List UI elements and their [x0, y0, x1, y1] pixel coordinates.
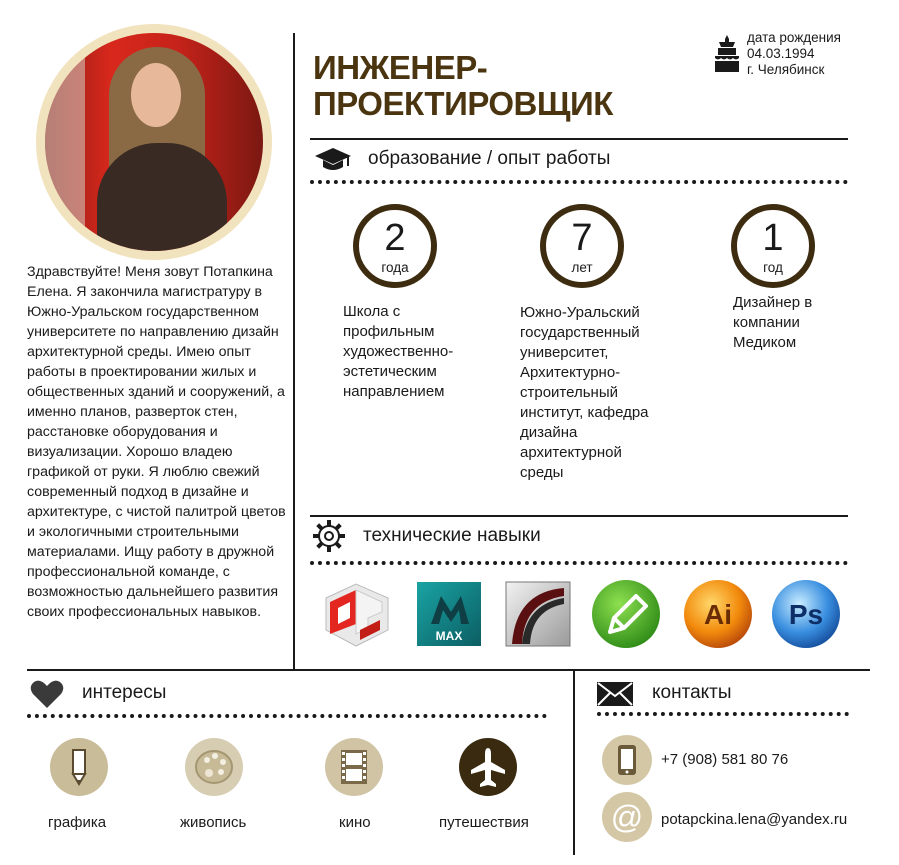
- stat-number: 7: [571, 217, 593, 259]
- interest-label-travel: путешествия: [439, 814, 529, 831]
- interest-circle: [50, 738, 108, 796]
- 3dsmax-icon: [413, 578, 485, 650]
- stat-unit: год: [763, 260, 783, 275]
- birth-date: 04.03.1994: [747, 46, 815, 61]
- ps-label: Ps: [788, 599, 824, 630]
- job-title: [313, 50, 613, 122]
- education-heading: образование / опыт работы: [368, 148, 611, 169]
- bio-text: Здравствуйте! Меня зовут Потапкина Елена. Я закончила магистратуру в Южно-Уральском государственном университете по направлению дизайн архитектурной среды. Имею опыт работы в проектировании жилых и общественных зданий и сооружений, а именно планов, разверток стен, расстановке оборудования и визуализации. Хорошо владею графикой от руки. Я люблю свежий современный подход в дизайне и архитектуре, с чистой палитрой цветов и экологичными строительными материалами. Ищу работу в дружной профессиональной команде, с возможностью дальнейшего развития своих профессиональных навыков.: [27, 264, 286, 620]
- phone-icon: [602, 735, 652, 785]
- envelope-icon: [597, 682, 633, 706]
- interest-circle: [185, 738, 243, 796]
- skills-dotted-line: [310, 561, 848, 565]
- gear-icon: [312, 519, 346, 553]
- birth-label: дата рождения: [747, 30, 841, 45]
- max-label: MAX: [435, 629, 463, 643]
- stat-unit: года: [381, 260, 409, 275]
- stat-number: 1: [762, 217, 784, 259]
- avatar: [45, 33, 263, 251]
- birth-info: [747, 30, 841, 78]
- svg-text:@: @: [610, 799, 644, 835]
- airplane-icon: [459, 738, 517, 796]
- phone-icon-circle: [602, 735, 652, 785]
- interest-label-painting: живопись: [180, 814, 247, 831]
- stat-description-3: Дизайнер в компании Медиком: [733, 294, 813, 351]
- interest-painting: [185, 738, 243, 796]
- interest-cinema: [325, 738, 383, 796]
- email-address[interactable]: potapckina.lena@yandex.ru: [661, 811, 848, 828]
- job-title-line-1: ИНЖЕНЕР-: [313, 49, 488, 86]
- photoshop-icon: [770, 578, 842, 650]
- archicad-icon: [502, 578, 574, 650]
- autocad-pencil-icon: [590, 578, 662, 650]
- palette-icon: [185, 738, 243, 796]
- phone-number[interactable]: +7 (908) 581 80 76: [661, 751, 789, 768]
- graduation-cap-icon: [314, 146, 352, 174]
- stat-description-1: Школа с профильным художественно-эстетическим направлением: [343, 303, 454, 400]
- sketchup-icon: [320, 578, 392, 650]
- stat-circle-1: [353, 204, 437, 288]
- interest-circle: [459, 738, 517, 796]
- stat-number: 2: [384, 217, 406, 259]
- interest-label-graphics: графика: [48, 814, 107, 831]
- stat-circle-3: [731, 204, 815, 288]
- skills-heading: технические навыки: [363, 525, 541, 546]
- ai-label: Ai: [704, 599, 732, 630]
- skills-top-line: [310, 515, 848, 517]
- birth-icon: [714, 34, 740, 74]
- contacts-dotted-line: [597, 712, 849, 716]
- footer-column-divider: [573, 670, 575, 855]
- interests-heading: интересы: [82, 682, 167, 703]
- illustrator-icon: [682, 578, 754, 650]
- stat-unit: лет: [571, 260, 593, 275]
- interest-travel: [459, 738, 517, 796]
- at-sign-icon: [602, 792, 652, 842]
- interest-label-cinema: кино: [339, 814, 371, 831]
- interest-graphics: [50, 738, 108, 796]
- heart-icon: [30, 679, 64, 709]
- education-dotted-line: [310, 180, 848, 184]
- contacts-heading: контакты: [652, 682, 732, 703]
- interest-circle: [325, 738, 383, 796]
- footer-top-divider: [27, 669, 870, 671]
- email-icon-circle: [602, 792, 652, 842]
- interests-dotted-line: [27, 714, 547, 718]
- job-title-line-2: ПРОЕКТИРОВЩИК: [313, 85, 613, 122]
- stat-circle-2: [540, 204, 624, 288]
- birth-city: г. Челябинск: [747, 62, 825, 77]
- left-column-divider: [293, 33, 295, 670]
- pencil-icon: [50, 738, 108, 796]
- stat-description-2: Южно-Уральский государственный университет, Архитектурно-строительный институт, кафедра дизайна архитектурной среды: [520, 304, 649, 481]
- education-top-line: [310, 138, 848, 140]
- film-icon: [325, 738, 383, 796]
